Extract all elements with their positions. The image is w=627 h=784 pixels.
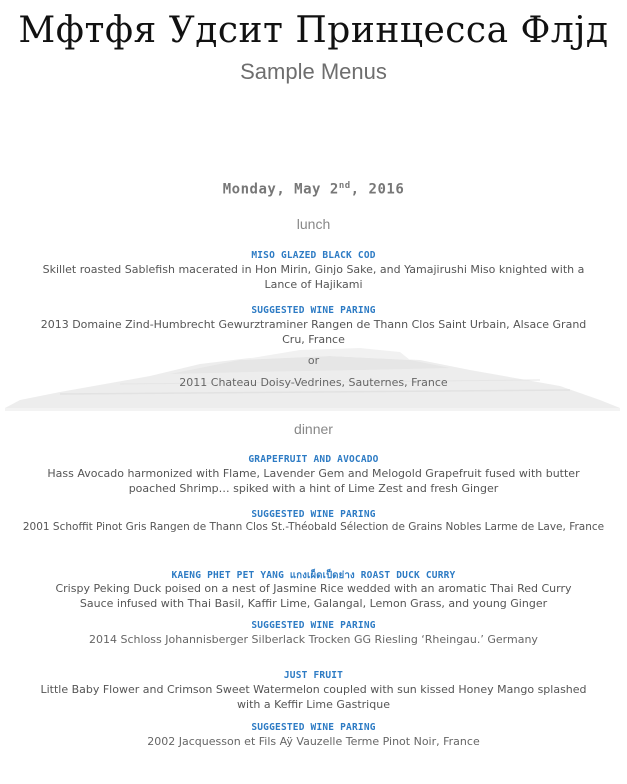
dinner-course-1-description: Hass Avocado harmonized with Flame, Lavender Gem and Melogold Grapefruit fused with butter poached Shrimp… spiked with a hint of Lime Zest and fresh Ginger <box>47 467 580 495</box>
lunch-wine-1: 2013 Domaine Zind-Humbrecht Gewurztraminer Rangen de Thann Clos Saint Urbain, Alsace Grand Cru, France <box>40 318 587 346</box>
dinner-course-2-wine: 2014 Schloss Johannisberger Silberlack Trocken GG Riesling ‘Rheingau.’ Germany <box>89 633 538 646</box>
dinner-course-1-pairing-label: SUGGESTED WINE PARING <box>251 509 376 520</box>
lunch-label: lunch <box>296 216 331 232</box>
menu-date <box>0 181 627 198</box>
dinner-course-3-title: JUST FRUIT <box>283 670 344 681</box>
dinner-course-2-pairing-label: SUGGESTED WINE PARING <box>251 620 376 631</box>
dinner-course-3-pairing-label: SUGGESTED WINE PARING <box>251 722 376 733</box>
page-title: Мфтфя Удсит Принцесса Флјд <box>18 10 609 51</box>
date-ordinal: nd <box>338 181 351 191</box>
dinner-course-2-title: KAENG PHET PET YANG แกงเผ็ดเป็ดย่าง ROAST DUCK CURRY <box>171 570 456 581</box>
lunch-dish-title: MISO GLAZED BLACK COD <box>251 250 376 261</box>
lunch-wine-2: 2011 Chateau Doisy-Vedrines, Sauternes, France <box>179 376 448 389</box>
date-year: , 2016 <box>350 181 405 198</box>
dinner-course-2-description: Crispy Peking Duck poised on a nest of Jasmine Rice wedded with an aromatic Thai Red Curry Sauce infused with Thai Basil, Kaffir Lime, Galangal, Lemon Grass, and young Ginger <box>55 582 572 610</box>
lunch-or-text: or <box>307 354 320 367</box>
dinner-label: dinner <box>294 421 333 437</box>
dinner-course-1-wine: 2001 Schoffit Pinot Gris Rangen de Thann Clos St.-Théobald Sélection de Grains Nobles Larme de Lave, France <box>22 521 605 533</box>
dinner-course-3-wine: 2002 Jacquesson et Fils Aÿ Vauzelle Terme Pinot Noir, France <box>147 735 480 748</box>
page-subtitle: Sample Menus <box>240 59 387 84</box>
date-prefix: Monday, May 2 <box>222 181 339 198</box>
lunch-dish-description: Skillet roasted Sablefish macerated in Hon Mirin, Ginjo Sake, and Yamajirushi Miso knighted with a Lance of Hajikami <box>42 263 585 291</box>
dinner-course-1-title: GRAPEFRUIT AND AVOCADO <box>248 454 379 465</box>
lunch-pairing-label: SUGGESTED WINE PARING <box>251 305 376 316</box>
dinner-course-3-description: Little Baby Flower and Crimson Sweet Watermelon coupled with sun kissed Honey Mango splashed with a Keffir Lime Gastrique <box>40 683 587 711</box>
